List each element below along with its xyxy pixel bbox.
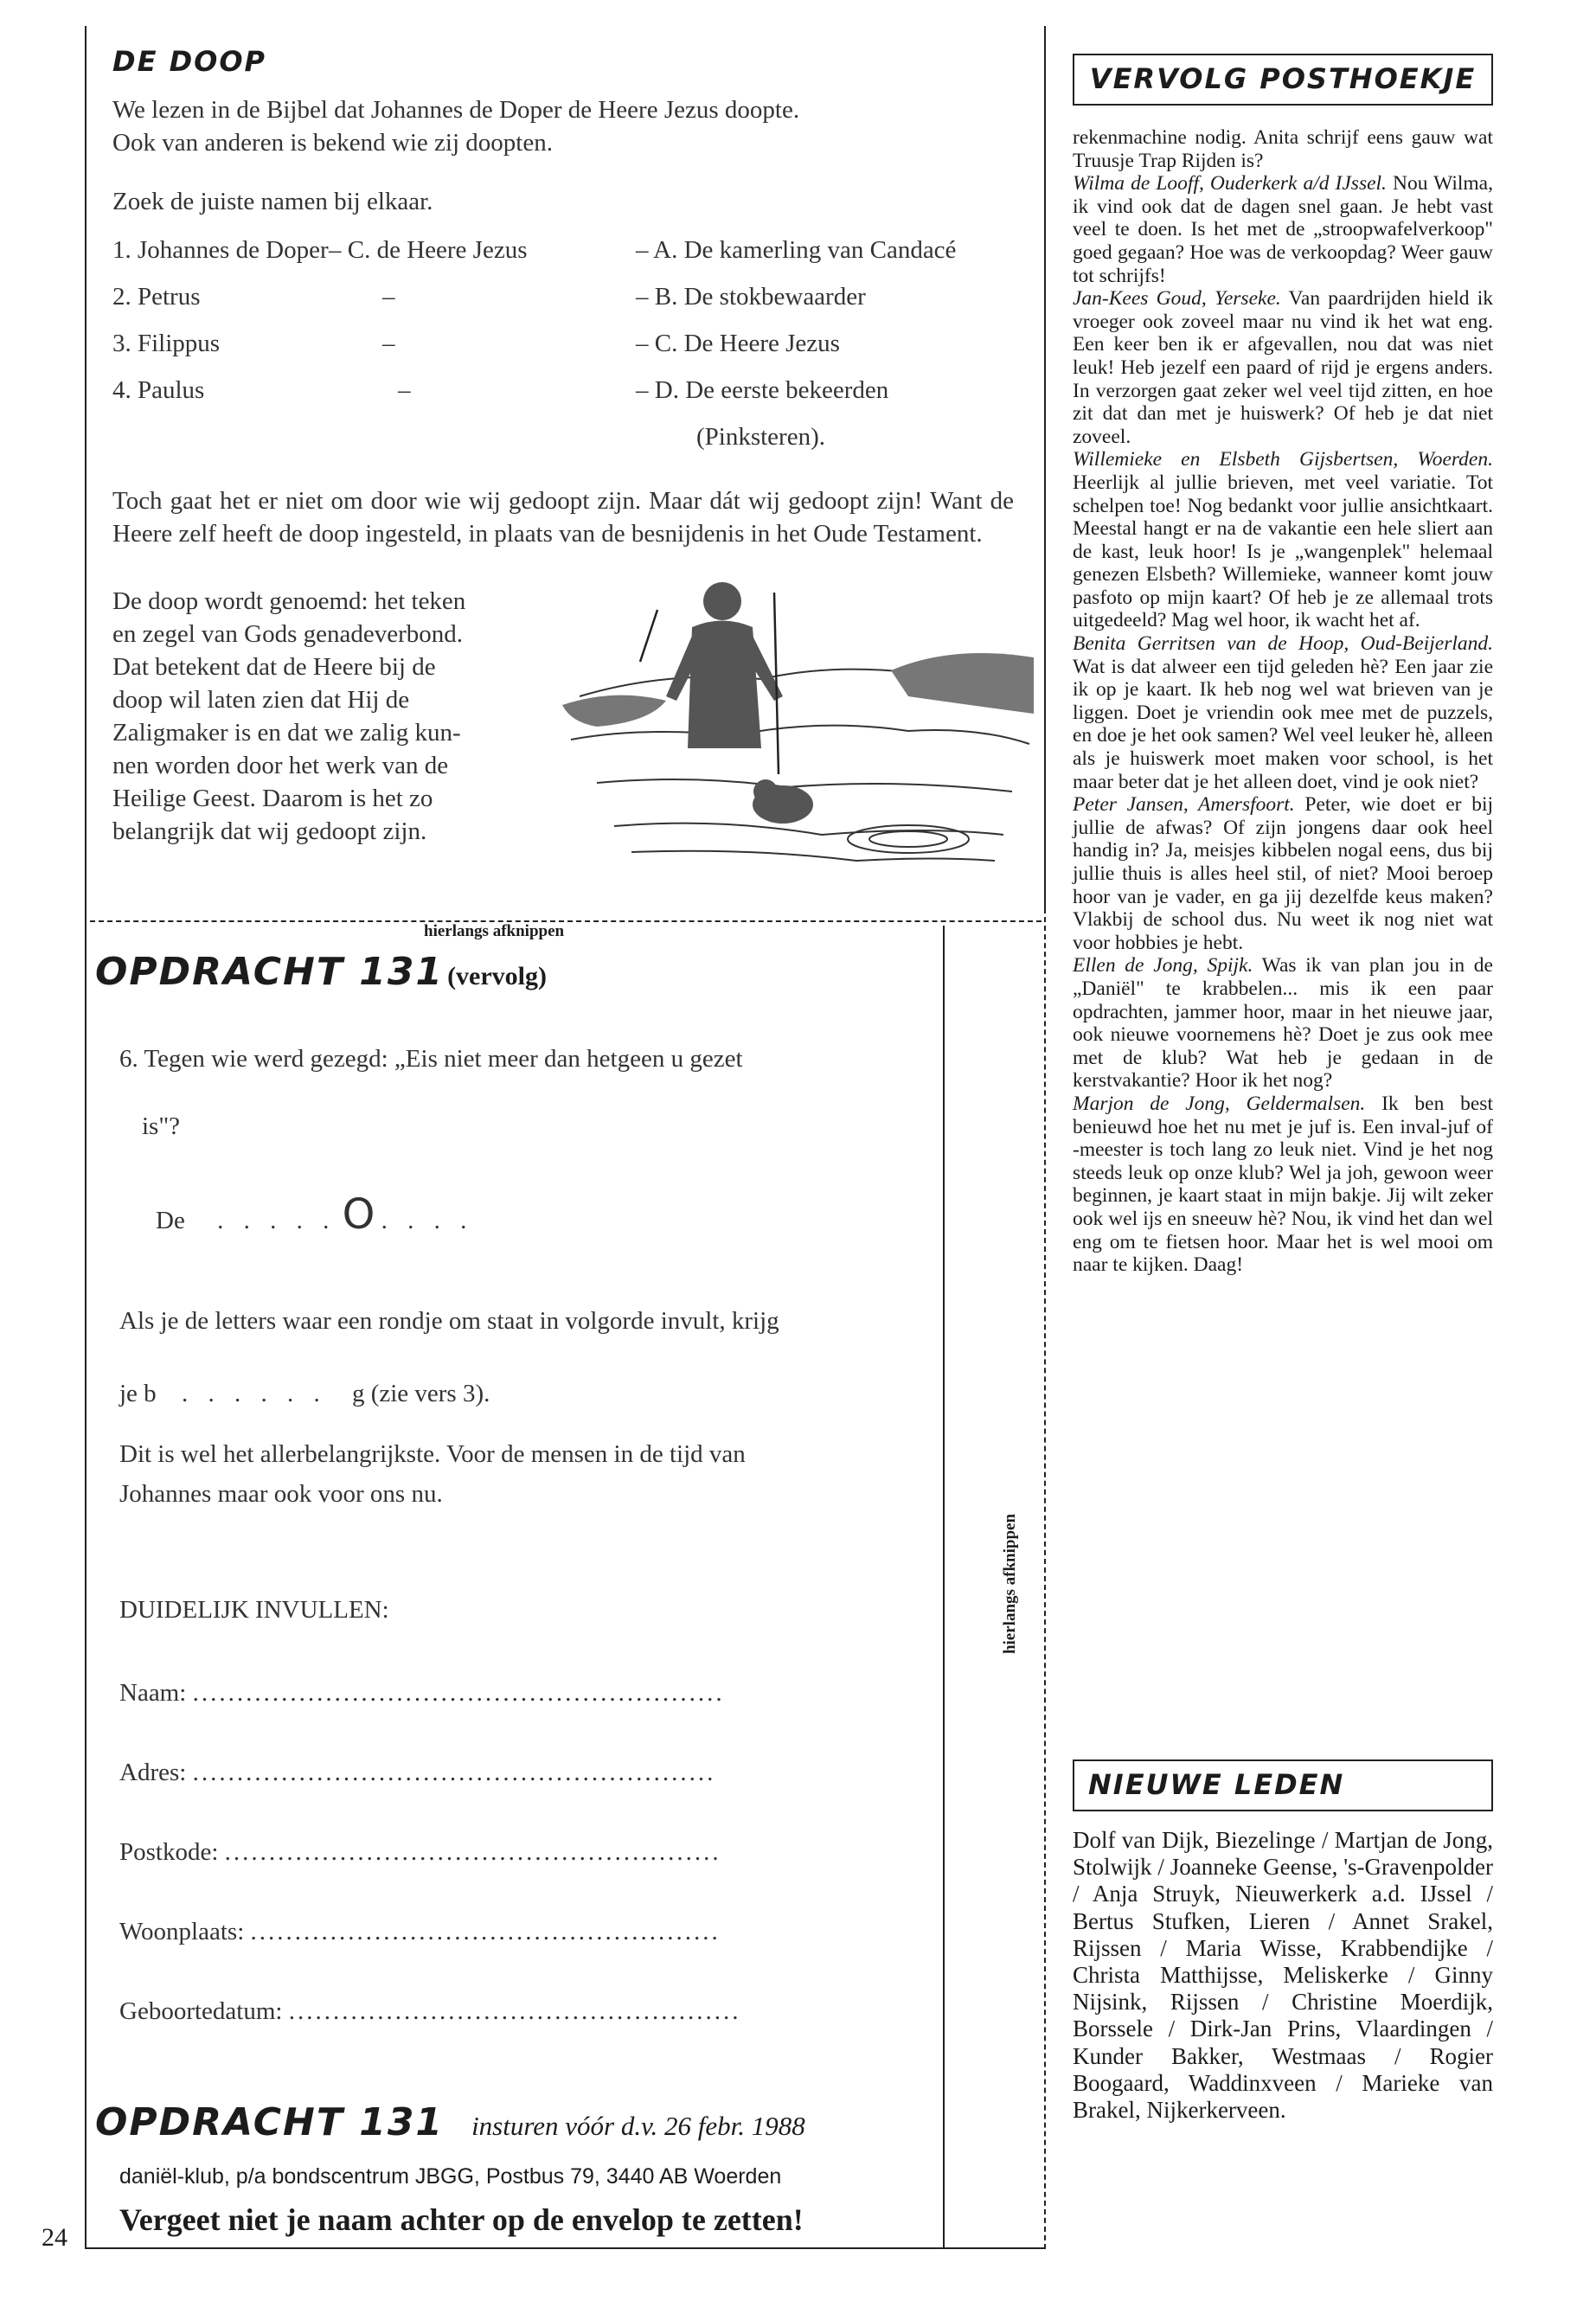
pair-mid: –	[382, 283, 395, 311]
pair-left: 2. Petrus	[112, 283, 201, 311]
question-6-line-2: is"?	[142, 1112, 181, 1140]
post-author: Willemieke en Elsbeth Gijsbertsen, Woerden.	[1073, 448, 1493, 471]
post-entry	[1073, 172, 1493, 287]
form-field-woonplaats[interactable]	[119, 1915, 915, 1995]
post-author: Peter Jansen, Amersfoort.	[1073, 793, 1295, 817]
pair-right: – A. De kamerling van Candacé	[636, 236, 957, 264]
para-2-line: Zaligmaker is en dat we zalig kun-	[112, 719, 461, 747]
pair-extra: (Pinksteren).	[696, 423, 825, 451]
para-2	[112, 585, 562, 848]
footer-header	[95, 2100, 805, 2144]
post-entry	[1073, 1093, 1493, 1277]
pair-left: 4. Paulus	[112, 376, 205, 404]
form-label: Geboortedatum:	[119, 1997, 283, 2025]
post-author: Marjon de Jong, Geldermalsen.	[1073, 1092, 1366, 1115]
para-2-line: De doop wordt genoemd: het teken	[112, 587, 466, 615]
je-b-prefix: je b	[119, 1380, 157, 1407]
form-label: Adres:	[119, 1759, 187, 1786]
form-dots: .....................................................	[250, 1918, 721, 1945]
de-doop-title: DE DOOP	[112, 45, 266, 78]
bottom-frame-line	[85, 2247, 1045, 2249]
pair-mid: – C. de Heere Jezus	[329, 236, 528, 264]
closing-line-1: Dit is wel het allerbelangrijkste. Voor de mensen in de tijd van	[119, 1440, 746, 1468]
post-text: Heerlijk al jullie brieven, met veel variatie. Tot schelpen toe! Nog bedankt voor jullie ansichtkaart. Meestal hangt er na de vakantie een hele sliert aan de kast, leuk hoor! Is je „wangenplek" helemaal genezen Elsbeth? Willemieke, wanneer komt jouw pasfoto op mijn kaart? Of heb je ze allemaal trots uitgedeeld? Mag wel hoor, ik wacht het af.	[1073, 471, 1493, 632]
intro-line-1: We lezen in de Bijbel dat Johannes de Doper de Heere Jezus doopte.	[112, 96, 800, 124]
answer-line	[156, 1190, 474, 1239]
form-label: Woonplaats:	[119, 1918, 245, 1945]
pair-right: – D. De eerste bekeerden	[636, 376, 889, 404]
form-label: Naam:	[119, 1679, 187, 1707]
address: daniël-klub, p/a bondscentrum JBGG, Postbus 79, 3440 AB Woerden	[119, 2164, 782, 2189]
de-doop-intro	[112, 93, 1029, 159]
closing-text	[119, 1438, 746, 1510]
form-field-adres[interactable]	[119, 1756, 915, 1836]
instruction: Zoek de juiste namen bij elkaar.	[112, 188, 433, 215]
question-6	[119, 1042, 743, 1143]
nieuwe-leden-text: Dolf van Dijk, Biezelinge / Martjan de Jong, Stolwijk / Joanneke Geense, 's-Gravenpolder / Anja Struyk, Nieuwerkerk a.d. IJssel / Bertus Stufken, Lieren / Annet Srakel, Rijssen / Maria Wisse, Krabbendijke / Christa Matthijsse, Meliskerke / Ginny Nijsink, Rijssen / Christine Moerdijk, Borssele / Dirk-Jan Prins, Vlaardingen / Kunder Bakker, Westmaas / Rogier Boogaard, Waddinxveen / Marieke van Brakel, Nijkerkerveen.	[1073, 1827, 1493, 2124]
opdracht-title-suffix: (vervolg)	[447, 962, 548, 990]
post-author: Jan-Kees Goud, Yerseke.	[1073, 287, 1281, 311]
baptism-illustration	[562, 575, 1034, 887]
post-entry	[1073, 448, 1493, 632]
para-2-line: Heilige Geest. Daarom is het zo	[112, 785, 433, 812]
right-column-divider	[1044, 26, 1046, 908]
posthoekje-title: VERVOLG POSTHOEKJE	[1089, 62, 1477, 95]
form-field-geboortedatum[interactable]	[119, 1995, 915, 2074]
je-b-dots: . . . . . .	[181, 1380, 327, 1407]
pair-right: – C. De Heere Jezus	[636, 330, 840, 357]
reminder: Vergeet niet je naam achter op de envelop te zetten!	[119, 2202, 804, 2237]
post-text: Nou Wilma, ik vind ook dat de dagen snel gaan. Je hebt vast veel te doen. Is het met de „stroopwafelverkoop" goed gegaan? Hoe was de verkoopdag? Weer gauw tot schrijfs!	[1073, 172, 1493, 287]
para-2-line: en zegel van Gods genadeverbond.	[112, 620, 464, 648]
para-2-line: belangrijk dat wij gedoopt zijn.	[112, 817, 427, 845]
pair-left: 1. Johannes de Doper	[112, 236, 329, 264]
post-text: Was ik van plan jou in de „Daniël" te krabbelen... mis ik een paar opdrachten, jammer hoor, maar in het nieuwe jaar, ook nieuwe voornemens hè? Doet je zus ook mee met de klub? Wat heb je gedaan in de kerstvakantie? Hoor ik het nog?	[1073, 954, 1493, 1093]
horizontal-cut-line	[90, 920, 1042, 922]
answer-dots-after: . . . .	[381, 1207, 474, 1234]
para-1: Toch gaat het er niet om door wie wij gedoopt zijn. Maar dát wij gedoopt zijn! Want de Heere zelf heeft de doop ingesteld, in plaats van de besnijdenis in het Oude Testament.	[112, 487, 1014, 548]
cut-strip-border	[943, 926, 945, 2249]
cut-label: hierlangs afknippen	[424, 922, 565, 940]
pair-row-3	[112, 327, 956, 374]
post-text: rekenmachine nodig. Anita schrijf eens gauw wat Truusje Trap Rijden is?	[1073, 126, 1493, 172]
post-author: Wilma de Looff, Ouderkerk a/d IJssel.	[1073, 172, 1387, 195]
form-label: Postkode:	[119, 1838, 219, 1866]
post-text: Van paardrijden hield ik vroeger ook zoveel maar nu vind ik het wat eng. Een keer ben ik er afgevallen, nou dat was niet leuk! Heb jezelf een paard of rijd je ergens anders. In verzorgen gaat zeker wel veel tijd zitten, en hoe zit dat dan met je huiswerk? Of heb je dat niet zoveel.	[1073, 287, 1493, 448]
post-author: Benita Gerritsen van de Hoop, Oud-Beijerland.	[1073, 632, 1493, 656]
post-entry	[1073, 287, 1493, 448]
page-number: 24	[42, 2223, 67, 2252]
form-dots: ...................................................	[288, 1997, 741, 2025]
je-b-line	[119, 1377, 490, 1410]
form-heading: DUIDELIJK INVULLEN:	[119, 1596, 389, 1624]
left-frame-line	[85, 26, 87, 2249]
answer-dots-before: . . . . .	[217, 1207, 337, 1234]
pair-mid: –	[398, 376, 411, 404]
vertical-cut-line	[1044, 908, 1046, 2249]
opdracht-header	[95, 950, 547, 994]
pair-left: 3. Filippus	[112, 330, 221, 357]
nieuwe-leden-title: NIEUWE LEDEN	[1088, 1768, 1345, 1801]
para-2-line: doop wil laten zien dat Hij de	[112, 686, 410, 714]
answer-circle: O	[342, 1190, 375, 1239]
letters-instruction: Als je de letters waar een rondje om staat in volgorde invult, krijg	[119, 1307, 779, 1335]
post-entry	[1073, 954, 1493, 1093]
entry-form	[119, 1676, 915, 2074]
je-b-suffix: g (zie vers 3).	[351, 1380, 490, 1407]
post-text: Ik ben best benieuwd hoe het nu met je juf is. Een inval-juf of -meester is toch lang zo leuk niet. Vind je het nog steeds leuk op onze klub? Wel ja joh, gewoon weer beginnen, je kaart staat in mijn bakje. Jij wilt zeker ook wel ijs en sneeuw hè? Nou, ik vind het dan wel eng om te fietsen hoor. Maar het is wel mooi om naar te kijken. Daag!	[1073, 1092, 1493, 1277]
question-6-line-1: 6. Tegen wie werd gezegd: „Eis niet meer dan hetgeen u gezet	[119, 1045, 743, 1073]
closing-line-2: Johannes maar ook voor ons nu.	[119, 1480, 443, 1508]
form-field-naam[interactable]	[119, 1676, 915, 1756]
para-2-line: nen worden door het werk van de	[112, 752, 449, 779]
post-entry	[1073, 632, 1493, 793]
form-dots: ............................................................	[192, 1679, 725, 1707]
pair-row-4	[112, 374, 956, 420]
post-text: Wat is dat alweer een tijd geleden hè? Een jaar zie ik op je kaart. Ik heb nog wel wat brieven van je liggen. Doet je vriendin ook mee met de puzzels, en doe je het ook samen? Wel veel leuker hè, alleen als je huiswerk moet maken voor school, is het maar beter dat je het alleen doet, vind je ook niet?	[1073, 655, 1493, 793]
vertical-cut-label: hierlangs afknippen	[1001, 1513, 1019, 1655]
footer-title: OPDRACHT 131	[95, 2100, 445, 2144]
form-field-postkode[interactable]	[119, 1836, 915, 1915]
post-text: Peter, wie doet er bij jullie de afwas? Of zijn jongens daar ook heel handig in? Ja, meisjes kibbelen nogal eens, dus bij jullie thuis is alles heel stil, of niet? Mooi beroep hoor van je vader, en ga jij dezelfde keus maken? Vlakbij de school dus. Nu weet ik nog niet wat voor hobbies je hebt.	[1073, 793, 1493, 954]
answer-prefix: De	[156, 1207, 185, 1234]
pairs-list	[112, 234, 956, 453]
posthoekje-text	[1073, 126, 1493, 1277]
footer-deadline: insturen vóór d.v. 26 febr. 1988	[471, 2111, 805, 2141]
form-dots: ........................................................	[224, 1838, 721, 1866]
post-author: Ellen de Jong, Spijk.	[1073, 954, 1253, 977]
pair-row-1	[112, 234, 956, 280]
post-entry	[1073, 126, 1493, 172]
pair-right: – B. De stokbewaarder	[636, 283, 866, 311]
para-2-line: Dat betekent dat de Heere bij de	[112, 653, 436, 681]
intro-line-2: Ook van anderen is bekend wie zij doopten.	[112, 129, 553, 157]
pair-row-2	[112, 280, 956, 327]
form-dots: ...........................................................	[192, 1759, 716, 1786]
opdracht-title: OPDRACHT 131	[95, 950, 445, 994]
post-entry	[1073, 793, 1493, 954]
pair-mid: –	[382, 330, 395, 357]
